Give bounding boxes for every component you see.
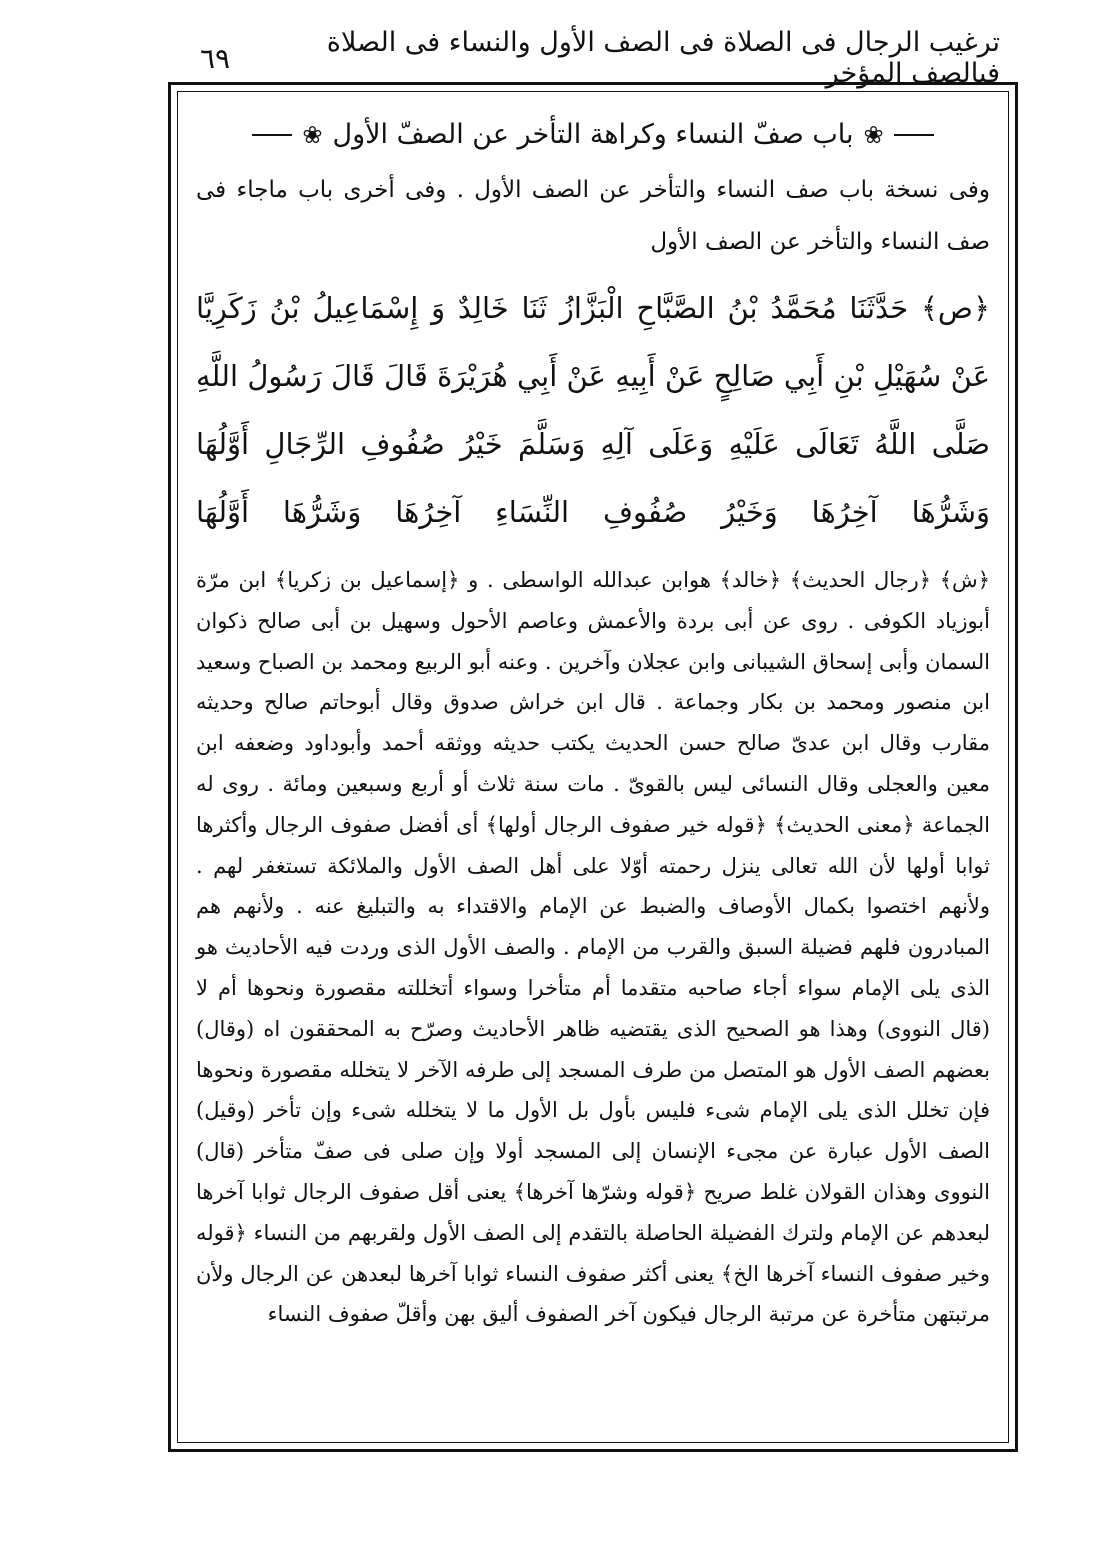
chapter-heading [196, 108, 990, 162]
inner-frame [177, 91, 1009, 1443]
heading-rule-left [252, 134, 292, 136]
chapter-title: باب صفّ النساء وكراهة التأخر عن الصفّ الأول [332, 119, 854, 150]
commentary-text [196, 560, 990, 1335]
ornament-icon: ❀ [302, 121, 323, 149]
manuscript-variant-note: وفى نسخة باب صف النساء والتأخر عن الصف الأول . وفى أخرى باب ماجاء فى صف النساء والتأخر عن الصف الأول [196, 177, 990, 255]
page-frame [168, 82, 1018, 1452]
hadith-text: ﴿ص﴾ حَدَّثَنَا مُحَمَّدُ بْنُ الصَّبَّاحِ الْبَزَّازُ ثَنَا خَالِدٌ وَ إِسْمَاعِيلُ بْنُ زَكَرِيَّا عَنْ سُهَيْلِ بْنِ أَبِي صَالِحٍ عَنْ أَبِيهِ عَنْ أَبِي هُرَيْرَةَ قَالَ قَالَ رَسُولُ اللَّهِ صَلَّى اللَّهُ تَعَالَى عَلَيْهِ وَعَلَى آلِهِ وَسَلَّمَ خَيْرُ صُفُوفِ الرِّجَالِ أَوَّلُهَا وَشَرُّهَا آخِرُهَا وَخَيْرُ صُفُوفِ النِّسَاءِ آخِرُهَا وَشَرُّهَا أَوَّلُهَا [196, 291, 990, 529]
ornament-icon: ❀ [863, 121, 884, 149]
commentary-paragraph: ﴿ش﴾ ﴿رجال الحديث﴾ ﴿خالد﴾ هوابن عبدالله الواسطى . و ﴿إسماعيل بن زكريا﴾ ابن مرّة أبوزياد الكوفى . روى عن أبى بردة والأعمش وعاصم الأحول وسهيل بن أبى صالح ذكوان السمان وأبى إسحاق الشيبانى وابن عجلان وآخرين . وعنه أبو الربيع ومحمد بن الصباح وسعيد ابن منصور ومحمد بن بكار وجماعة . قال ابن خراش صدوق وقال أبوحاتم صالح وحديثه مقارب وقال ابن عدىّ صالح حسن الحديث يكتب حديثه ووثقه أحمد وأبوداود وضعفه ابن معين والعجلى وقال النسائى ليس بالقوىّ . مات سنة ثلاث أو أربع وسبعين ومائة . روى له الجماعة ﴿معنى الحديث﴾ ﴿قوله خير صفوف الرجال أولها﴾ أى أفضل صفوف الرجال وأكثرها ثوابا أولها لأن الله تعالى ينزل رحمته أوّلا على أهل الصف الأول والملائكة تستغفر لهم . ولأنهم اختصوا بكمال الأوصاف والضبط عن الإمام والاقتداء به والتبليغ عنه . ولأنهم هم المبادرون فلهم فضيلة السبق والقرب من الإمام . والصف الأول الذى وردت فيه الأحاديث هو الذى يلى الإمام سواء أجاء صاحبه متقدما أم متأخرا وسواء أتخللته مقصورة ونحوها أم لا (قال النووى) وهذا هو الصحيح الذى يقتضيه ظاهر الأحاديث وصرّح به المحققون اه (وقال) بعضهم الصف الأول هو المتصل من طرف المسجد إلى طرفه الآخر لا يتخلله مقصورة ونحوها فإن تخلل الذى يلى الإمام شىء فليس بأول بل الأول ما لا يتخلله شىء وإن تأخر (وقيل) الصف الأول عبارة عن مجىء الإنسان إلى المسجد أولا وإن صلى فى صفّ متأخر (قال) النووى وهذان القولان غلط صريح ﴿قوله وشرّها آخرها﴾ يعنى أقل صفوف الرجال ثوابا آخرها لبعدهم عن الإمام ولترك الفضيلة الحاصلة بالتقدم إلى الصف الأول ولقربهم من النساء ﴿قوله وخير صفوف النساء آخرها الخ﴾ يعنى أكثر صفوف النساء ثوابا آخرها لبعدهن عن الرجال ولأن مرتبتهن متأخرة عن مرتبة الرجال فيكون آخر الصفوف أليق بهن وأقلّ صفوف النساء [196, 568, 990, 1327]
running-title: ترغيب الرجال فى الصلاة فى الصف الأول والنساء فى الصلاة فىالصف المؤخر [326, 27, 1000, 89]
page-number: ٦٩ [200, 41, 231, 75]
page-header [200, 27, 1000, 89]
page-body [196, 108, 990, 1432]
heading-rule-right [894, 134, 934, 136]
